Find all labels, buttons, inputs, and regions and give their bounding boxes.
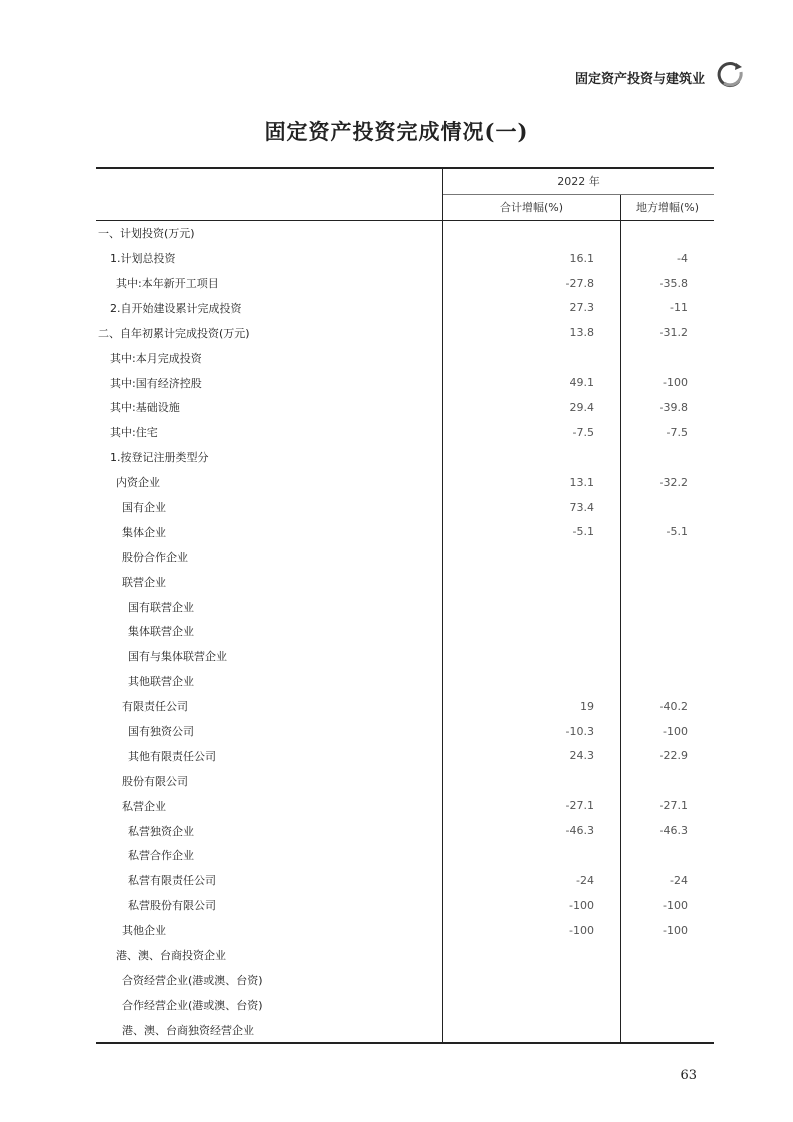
local-growth-value: -4 <box>677 251 688 265</box>
total-growth-value: -27.8 <box>443 271 621 296</box>
local-growth-value: -5.1 <box>666 525 688 539</box>
local-growth-value: -7.5 <box>666 425 688 439</box>
local-growth-value: -100 <box>663 376 688 390</box>
table-row <box>96 320 714 345</box>
table-row <box>96 420 714 445</box>
local-growth-value <box>621 968 715 993</box>
local-growth-value: -31.2 <box>659 326 688 340</box>
total-growth-value <box>443 445 621 470</box>
total-growth-value <box>443 594 621 619</box>
row-label: 私营企业 <box>96 793 443 818</box>
local-growth-value: -32.2 <box>659 475 688 489</box>
row-label: 合资经营企业(港或澳、台资) <box>96 968 443 993</box>
row-label: 内资企业 <box>96 470 443 495</box>
row-label: 2.自开始建设累计完成投资 <box>96 295 443 320</box>
local-growth-value <box>621 345 715 370</box>
total-growth-value: 19 <box>443 694 621 719</box>
table-row <box>96 669 714 694</box>
row-label: 一、计划投资(万元) <box>96 220 443 245</box>
row-label: 港、澳、台商独资经营企业 <box>96 1017 443 1043</box>
row-label: 其中:基础设施 <box>96 395 443 420</box>
total-growth-value <box>443 768 621 793</box>
table-row <box>96 918 714 943</box>
table-row <box>96 395 714 420</box>
row-label: 国有独资公司 <box>96 719 443 744</box>
investment-table <box>96 167 714 1044</box>
local-growth-value: -100 <box>663 724 688 738</box>
total-growth-value: 24.3 <box>443 743 621 768</box>
row-label: 联营企业 <box>96 569 443 594</box>
table-row <box>96 943 714 968</box>
row-label: 其他联营企业 <box>96 669 443 694</box>
total-growth-value: 49.1 <box>443 370 621 395</box>
total-growth-value: -10.3 <box>443 719 621 744</box>
total-growth-value <box>443 669 621 694</box>
row-label: 集体企业 <box>96 519 443 544</box>
row-label: 私营合作企业 <box>96 843 443 868</box>
table-row <box>96 220 714 245</box>
local-growth-value <box>621 1017 715 1043</box>
table-row <box>96 569 714 594</box>
local-growth-value <box>621 569 715 594</box>
row-label: 私营独资企业 <box>96 818 443 843</box>
local-growth-value <box>621 669 715 694</box>
total-growth-value: 13.8 <box>443 320 621 345</box>
local-growth-value <box>621 495 715 520</box>
table-row <box>96 544 714 569</box>
total-growth-value: -27.1 <box>443 793 621 818</box>
row-label: 私营股份有限公司 <box>96 893 443 918</box>
total-growth-value <box>443 992 621 1017</box>
table-row <box>96 868 714 893</box>
table-row <box>96 470 714 495</box>
local-growth-value: -27.1 <box>659 799 688 813</box>
table-row <box>96 370 714 395</box>
table-row <box>96 519 714 544</box>
local-growth-value <box>621 644 715 669</box>
page-title: 固定资产投资完成情况(一) <box>264 119 529 144</box>
local-growth-value <box>621 445 715 470</box>
total-growth-value <box>443 968 621 993</box>
total-growth-value <box>443 220 621 245</box>
running-header: 固定资产投资与建筑业 <box>574 72 705 87</box>
table-row <box>96 992 714 1017</box>
year-header: 2022 年 <box>443 168 715 194</box>
total-growth-value: 16.1 <box>443 246 621 271</box>
table-row <box>96 694 714 719</box>
total-growth-value: -100 <box>443 893 621 918</box>
row-label: 其中:住宅 <box>96 420 443 445</box>
local-growth-value <box>621 619 715 644</box>
table-row <box>96 345 714 370</box>
local-growth-value: -40.2 <box>659 699 688 713</box>
local-growth-value: -22.9 <box>659 749 688 763</box>
total-growth-value: -7.5 <box>443 420 621 445</box>
table-row <box>96 968 714 993</box>
table-row <box>96 793 714 818</box>
total-growth-value <box>443 843 621 868</box>
total-growth-value <box>443 1017 621 1043</box>
table-row <box>96 1017 714 1043</box>
table-row <box>96 271 714 296</box>
total-growth-value <box>443 943 621 968</box>
row-label: 其中:本年新开工项目 <box>96 271 443 296</box>
row-label: 二、自年初累计完成投资(万元) <box>96 320 443 345</box>
table-row <box>96 818 714 843</box>
col-total-growth: 合计增幅(%) <box>443 194 621 220</box>
page-number: 63 <box>680 1068 697 1083</box>
header-blank <box>96 168 443 220</box>
table-row <box>96 619 714 644</box>
total-growth-value <box>443 569 621 594</box>
table-row <box>96 594 714 619</box>
row-label: 国有联营企业 <box>96 594 443 619</box>
local-growth-value <box>621 843 715 868</box>
total-growth-value <box>443 345 621 370</box>
total-growth-value: -100 <box>443 918 621 943</box>
table-row <box>96 644 714 669</box>
total-growth-value: -5.1 <box>443 519 621 544</box>
local-growth-value: -11 <box>670 301 688 315</box>
local-growth-value <box>621 768 715 793</box>
local-growth-value <box>621 594 715 619</box>
local-growth-value: -39.8 <box>659 400 688 414</box>
row-label: 1.按登记注册类型分 <box>96 445 443 470</box>
total-growth-value <box>443 544 621 569</box>
row-label: 集体联营企业 <box>96 619 443 644</box>
table-row <box>96 893 714 918</box>
row-label: 其他有限责任公司 <box>96 743 443 768</box>
total-growth-value: -24 <box>443 868 621 893</box>
row-label: 其中:国有经济控股 <box>96 370 443 395</box>
circular-arrows-logo <box>715 62 745 88</box>
row-label: 私营有限责任公司 <box>96 868 443 893</box>
local-growth-value <box>621 220 715 245</box>
local-growth-value: -35.8 <box>659 276 688 290</box>
total-growth-value <box>443 644 621 669</box>
local-growth-value <box>621 992 715 1017</box>
table-row <box>96 495 714 520</box>
local-growth-value <box>621 943 715 968</box>
row-label: 其他企业 <box>96 918 443 943</box>
local-growth-value: -100 <box>663 898 688 912</box>
local-growth-value: -24 <box>670 873 688 887</box>
table-row <box>96 743 714 768</box>
col-local-growth: 地方增幅(%) <box>621 194 715 220</box>
total-growth-value: 29.4 <box>443 395 621 420</box>
total-growth-value <box>443 619 621 644</box>
total-growth-value: 13.1 <box>443 470 621 495</box>
total-growth-value: 27.3 <box>443 295 621 320</box>
row-label: 合作经营企业(港或澳、台资) <box>96 992 443 1017</box>
total-growth-value: 73.4 <box>443 495 621 520</box>
row-label: 国有企业 <box>96 495 443 520</box>
table-row <box>96 295 714 320</box>
row-label: 有限责任公司 <box>96 694 443 719</box>
row-label: 1.计划总投资 <box>96 246 443 271</box>
table-body <box>96 220 714 1043</box>
row-label: 港、澳、台商投资企业 <box>96 943 443 968</box>
table-row <box>96 445 714 470</box>
row-label: 股份有限公司 <box>96 768 443 793</box>
local-growth-value: -100 <box>663 923 688 937</box>
table-row <box>96 246 714 271</box>
row-label: 股份合作企业 <box>96 544 443 569</box>
local-growth-value: -46.3 <box>659 824 688 838</box>
total-growth-value: -46.3 <box>443 818 621 843</box>
row-label: 其中:本月完成投资 <box>96 345 443 370</box>
local-growth-value <box>621 544 715 569</box>
table-row <box>96 768 714 793</box>
table-row <box>96 843 714 868</box>
table-row <box>96 719 714 744</box>
row-label: 国有与集体联营企业 <box>96 644 443 669</box>
